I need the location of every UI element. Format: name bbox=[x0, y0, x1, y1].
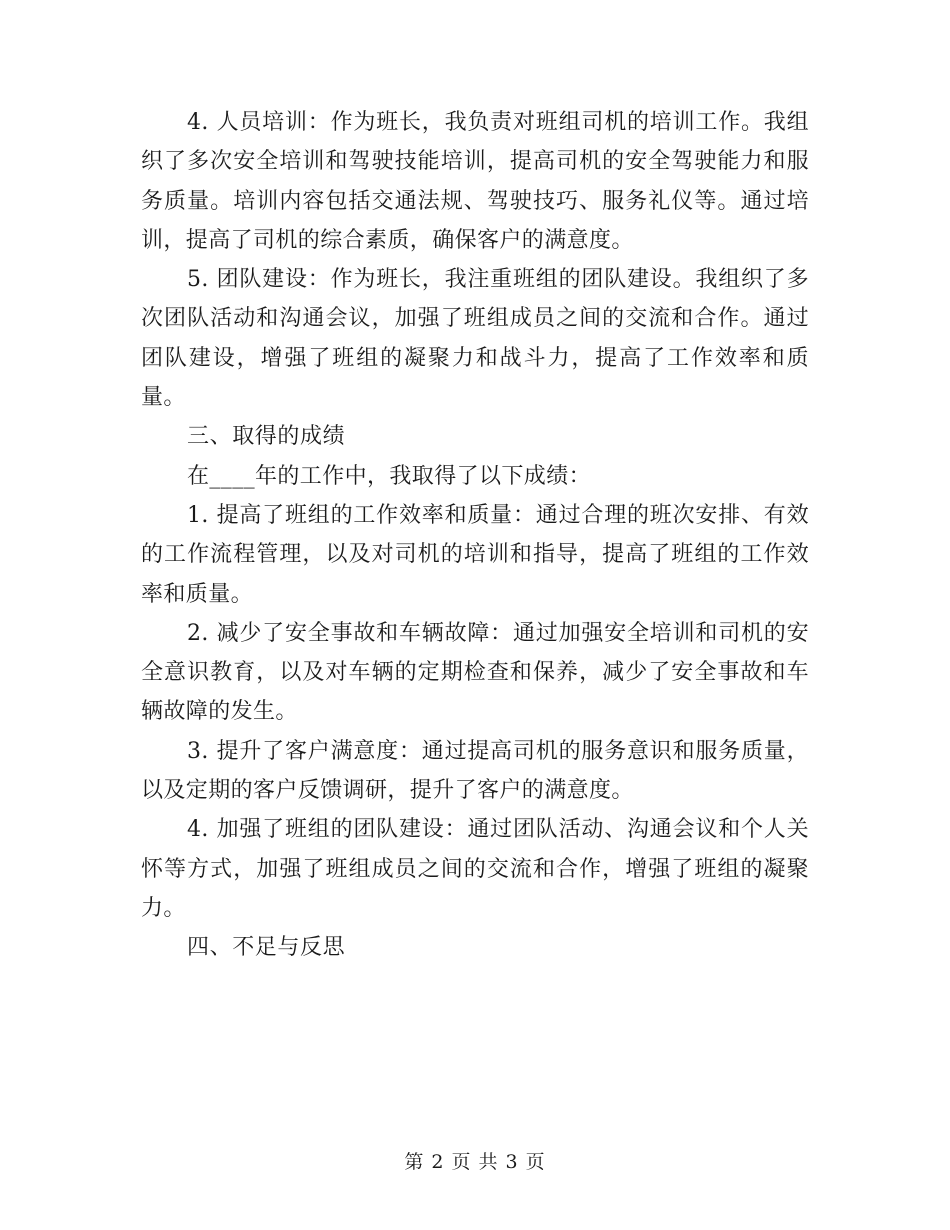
paragraph-achievement-satisfaction: 3. 提升了客户满意度：通过提高司机的服务意识和服务质量，以及定期的客户反馈调研，提升了客户的满意度。 bbox=[141, 738, 809, 804]
page-number-footer: 第 2 页 共 3 页 bbox=[404, 1151, 546, 1173]
paragraph-achievement-team: 4. 加强了班组的团队建设：通过团队活动、沟通会议和个人关怀等方式，加强了班组成员之间的交流和合作，增强了班组的凝聚力。 bbox=[141, 817, 809, 921]
paragraph-achievement-safety: 2. 减少了安全事故和车辆故障：通过加强安全培训和司机的安全意识教育，以及对车辆的定期检查和保养，减少了安全事故和车辆故障的发生。 bbox=[141, 620, 809, 725]
paragraph-training: 4. 人员培训：作为班长，我负责对班组司机的培训工作。我组织了多次安全培训和驾驶技能培训，提高司机的安全驾驶能力和服务质量。培训内容包括交通法规、驾驶技巧、服务礼仪等。通过培训，提高了司机的综合素质，确保客户的满意度。 bbox=[141, 110, 809, 253]
paragraph-achievements-intro: 在____年的工作中，我取得了以下成绩： bbox=[187, 463, 592, 489]
section-heading-shortcomings: 四、不足与反思 bbox=[187, 935, 346, 961]
paragraph-team-building: 5. 团队建设：作为班长，我注重班组的团队建设。我组织了多次团队活动和沟通会议，加强了班组成员之间的交流和合作。通过团队建设，增强了班组的凝聚力和战斗力，提高了工作效率和质量。 bbox=[141, 267, 809, 411]
document-body bbox=[141, 103, 809, 968]
paragraph-achievement-efficiency: 1. 提高了班组的工作效率和质量：通过合理的班次安排、有效的工作流程管理，以及对司机的培训和指导，提高了班组的工作效率和质量。 bbox=[141, 502, 809, 607]
section-heading-achievements: 三、取得的成绩 bbox=[187, 424, 346, 450]
